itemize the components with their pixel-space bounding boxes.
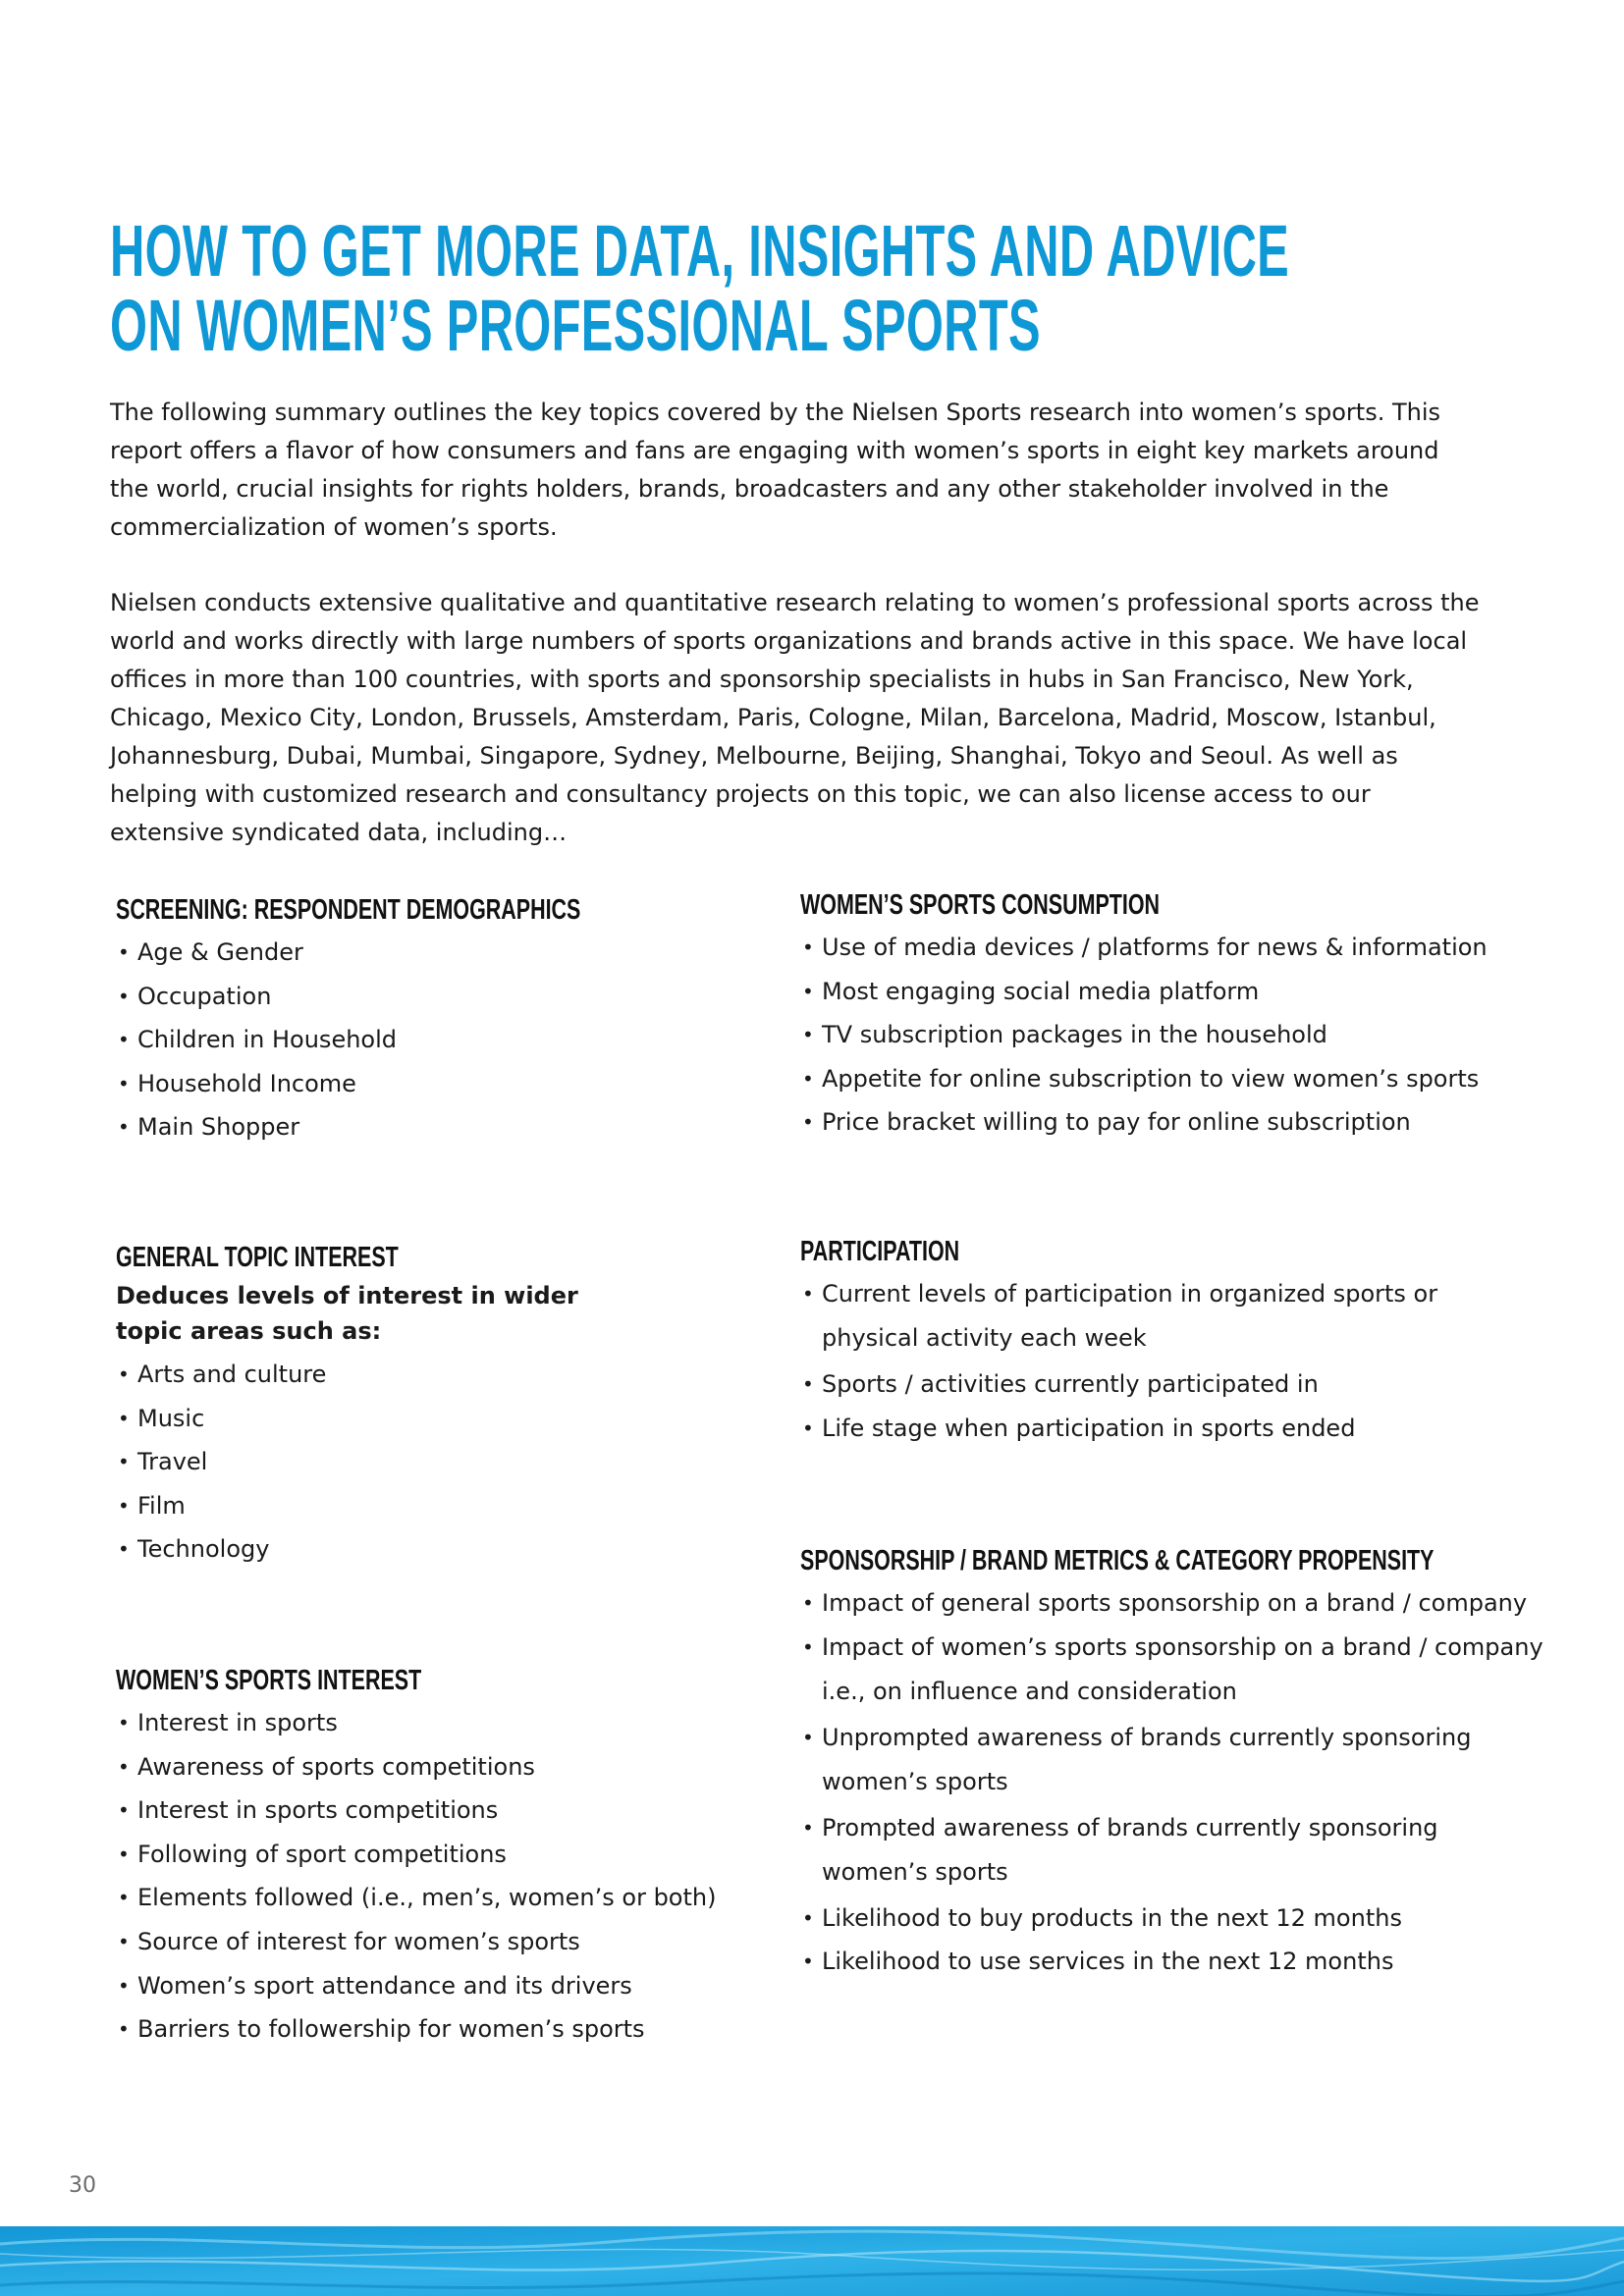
bullet-list <box>116 1701 716 2052</box>
section-screening <box>116 891 744 1149</box>
list-item: • Arts and culture <box>116 1353 626 1397</box>
list-item: • Technology <box>116 1527 626 1572</box>
list-item: • Women’s sport attendance and its drivers <box>116 1964 716 2008</box>
section-heading: SPONSORSHIP / BRAND METRICS & CATEGORY PROPENSITY <box>800 1545 1435 1576</box>
section-heading: WOMEN’S SPORTS INTEREST <box>116 1665 422 1696</box>
list-item: • Use of media devices / platforms for news & information <box>800 926 1488 970</box>
list-item: • Awareness of sports competitions <box>116 1745 716 1789</box>
list-item: • Likelihood to buy products in the next 12 months <box>800 1896 1548 1941</box>
decorative-wave-band <box>0 2226 1624 2296</box>
list-item: • Age & Gender <box>116 931 744 975</box>
intro-paragraph-summary: The following summary outlines the key topics covered by the Nielsen Sports research into women’s sports. This report offers a flavor of how consumers and fans are engaging with women’s sports in eight key markets around the world, crucial insights for rights holders, brands, broadcasters and any other stakeholder involved in the commercialization of women’s sports. <box>110 399 1441 541</box>
page-title <box>110 210 1290 366</box>
bullet-list <box>800 926 1488 1145</box>
list-item: • Likelihood to use services in the next 12 months <box>800 1940 1548 1984</box>
list-item: • Barriers to followership for women’s sports <box>116 2007 716 2052</box>
list-item: • Most engaging social media platform <box>800 970 1488 1014</box>
page-number: 30 <box>69 2173 96 2198</box>
list-item: • Impact of women’s sports sponsorship on a brand / company i.e., on influence and consideration <box>800 1626 1548 1714</box>
section-heading: GENERAL TOPIC INTEREST <box>116 1242 399 1273</box>
list-item: • Price bracket willing to pay for online subscription <box>800 1100 1488 1145</box>
page-title-line-1: HOW TO GET MORE DATA, INSIGHTS AND ADVICE <box>110 210 1290 292</box>
bullet-list <box>116 931 744 1149</box>
section-heading: PARTICIPATION <box>800 1236 960 1267</box>
section-womens-sports-consumption <box>800 886 1488 1145</box>
bullet-list <box>800 1581 1624 1984</box>
list-item: • Impact of general sports sponsorship on a brand / company <box>800 1581 1548 1626</box>
list-item: • Interest in sports <box>116 1701 716 1745</box>
intro-paragraph-nielsen: Nielsen conducts extensive qualitative and quantitative research relating to women’s professional sports across the world and works directly with large numbers of sports organizations and brands active in this space. We have local offices in more than 100 countries, with sports and sponsorship specialists in hubs in San Francisco, New York, Chicago, Mexico City, London, Brussels, Amsterdam, Paris, Cologne, Milan, Barcelona, Madrid, Moscow, Istanbul, Johannesburg, Dubai, Mumbai, Singapore, Sydney, Melbourne, Beijing, Shanghai, Tokyo and Seoul. As well as helping with customized research and consultancy projects on this topic, we can also license access to our extensive syndicated data, including… <box>110 589 1480 846</box>
list-item: • Music <box>116 1397 626 1441</box>
list-item: • Main Shopper <box>116 1105 744 1149</box>
list-item: • Children in Household <box>116 1018 744 1062</box>
list-item: • Elements followed (i.e., men’s, women’s or both) <box>116 1876 716 1920</box>
list-item: • Following of sport competitions <box>116 1833 716 1877</box>
list-item: • Film <box>116 1484 626 1528</box>
list-item: • Appetite for online subscription to view women’s sports <box>800 1057 1488 1101</box>
page-title-line-2: ON WOMEN’S PROFESSIONAL SPORTS <box>110 285 1041 366</box>
list-item: • Unprompted awareness of brands currently sponsoring women’s sports <box>800 1716 1548 1804</box>
section-heading: SCREENING: RESPONDENT DEMOGRAPHICS <box>116 894 581 926</box>
section-womens-sports-interest <box>116 1662 716 2052</box>
section-lead: Deduces levels of interest in wider topic areas such as: <box>116 1282 578 1345</box>
section-participation <box>800 1233 1509 1450</box>
list-item: • Household Income <box>116 1062 744 1106</box>
list-item: • Travel <box>116 1440 626 1484</box>
list-item: • Interest in sports competitions <box>116 1789 716 1833</box>
list-item: • Current levels of participation in organized sports or physical activity each week <box>800 1272 1509 1361</box>
list-item: • Occupation <box>116 975 744 1019</box>
bullet-list <box>800 1272 1509 1450</box>
section-general-topic-interest <box>116 1239 626 1572</box>
list-item: • Prompted awareness of brands currently sponsoring women’s sports <box>800 1806 1548 1895</box>
list-item: • TV subscription packages in the household <box>800 1013 1488 1057</box>
list-item: • Sports / activities currently participated in <box>800 1362 1509 1407</box>
list-item: • Source of interest for women’s sports <box>116 1920 716 1964</box>
bullet-list <box>116 1353 626 1572</box>
list-item: • Life stage when participation in sports ended <box>800 1407 1509 1451</box>
section-heading: WOMEN’S SPORTS CONSUMPTION <box>800 889 1161 921</box>
section-sponsorship-brand-metrics <box>800 1542 1624 1984</box>
